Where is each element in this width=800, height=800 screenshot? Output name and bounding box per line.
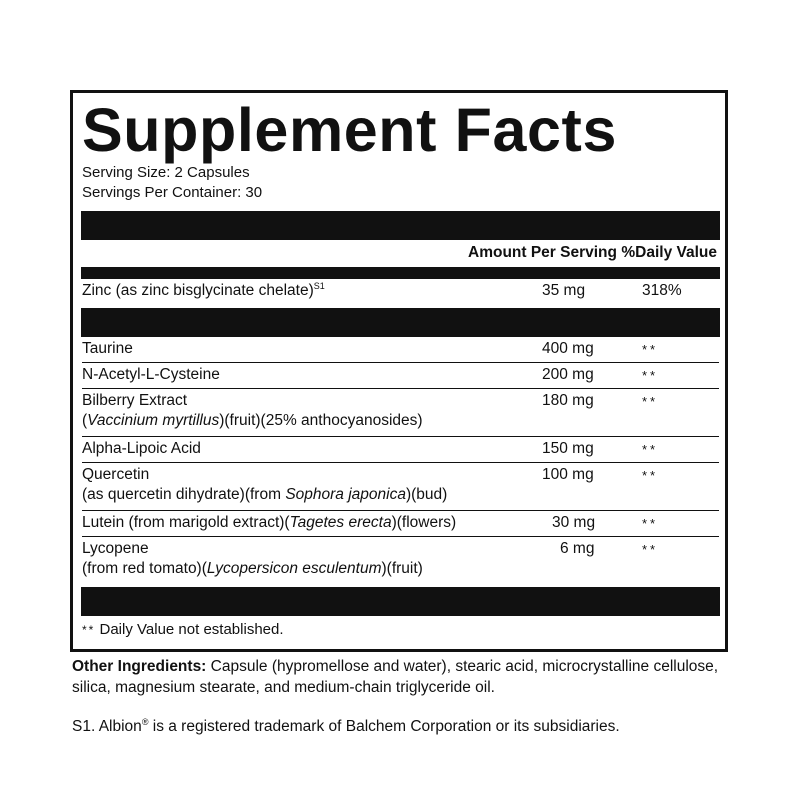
thick-divider (81, 308, 720, 337)
servings-per-container: Servings Per Container: 30 (82, 184, 263, 201)
thick-divider (81, 211, 720, 240)
ingredient-dv: ** (642, 394, 659, 409)
other-ingredients (72, 656, 732, 698)
ingredient-name: Lutein (from marigold extract)(Tagetes erecta)(flowers) (82, 514, 457, 531)
amount-per-serving-header: Amount Per Serving (468, 244, 617, 261)
ingredient-dv: ** (642, 542, 659, 557)
ingredient-amount: 400 mg (542, 340, 594, 357)
ingredient-row-nac (82, 363, 719, 389)
ingredient-amount: 100 mg (542, 466, 594, 483)
thick-divider (81, 587, 720, 616)
ingredient-amount: 6 mg (560, 540, 595, 557)
ingredient-dv: ** (642, 468, 659, 483)
ingredient-dv: ** (642, 442, 659, 457)
superscript-note: S1 (313, 281, 325, 291)
supplement-facts-panel (70, 90, 728, 652)
ingredient-amount: 150 mg (542, 440, 594, 457)
ingredient-amount: 200 mg (542, 366, 594, 383)
ingredient-row-zinc (82, 279, 719, 308)
serving-size: Serving Size: 2 Capsules (82, 164, 250, 181)
ingredient-name: Taurine (82, 340, 133, 357)
ingredient-row-quercetin (82, 463, 719, 511)
ingredient-name: Quercetin (as quercetin dihydrate)(from Sophora japonica)(bud) (82, 466, 448, 503)
ingredient-name: N-Acetyl-L-Cysteine (82, 366, 220, 383)
ingredient-row-alpha-lipoic-acid (82, 437, 719, 463)
ingredient-amount: 30 mg (552, 514, 596, 531)
ingredient-row-bilberry (82, 389, 719, 437)
ingredient-row-taurine (82, 337, 719, 363)
ingredient-name: Bilberry Extract (Vaccinium myrtillus)(fruit)(25% anthocyanosides) (82, 392, 423, 429)
ingredient-amount: 180 mg (542, 392, 594, 409)
other-ingredients-text: Capsule (hypromellose and water), stearic acid, microcrystalline cellulose, silica, magnesium stearate, and medium-chain triglyceride oil. (72, 658, 719, 696)
ingredient-dv: ** (642, 342, 659, 357)
footnote-stars: ** (82, 623, 96, 637)
ingredient-row-lutein (82, 511, 719, 537)
panel-title: Supplement Facts (82, 96, 617, 164)
thin-divider (81, 267, 720, 279)
ingredient-name: Zinc (as zinc bisglycinate chelate)$^{S1}$ (82, 281, 325, 299)
daily-value-header: %Daily Value (621, 244, 717, 261)
footnote-text: Daily Value not established. (95, 621, 284, 638)
ingredient-dv: ** (642, 368, 659, 383)
trademark-note: S1. Albion® is a registered trademark of Balchem Corporation or its subsidiaries. (72, 717, 620, 735)
daily-value-footnote (82, 616, 719, 640)
ingredient-dv: ** (642, 516, 659, 531)
ingredient-name: Alpha-Lipoic Acid (82, 440, 201, 457)
ingredient-name: Lycopene (from red tomato)(Lycopersicon esculentum)(fruit) (82, 540, 423, 577)
ingredient-row-lycopene (82, 537, 719, 585)
ingredient-amount: 35 mg (542, 282, 586, 299)
ingredient-dv: 318% (642, 282, 682, 299)
registered-mark: ® (141, 717, 149, 727)
other-ingredients-label: Other Ingredients: (72, 658, 207, 675)
column-header (82, 240, 719, 267)
